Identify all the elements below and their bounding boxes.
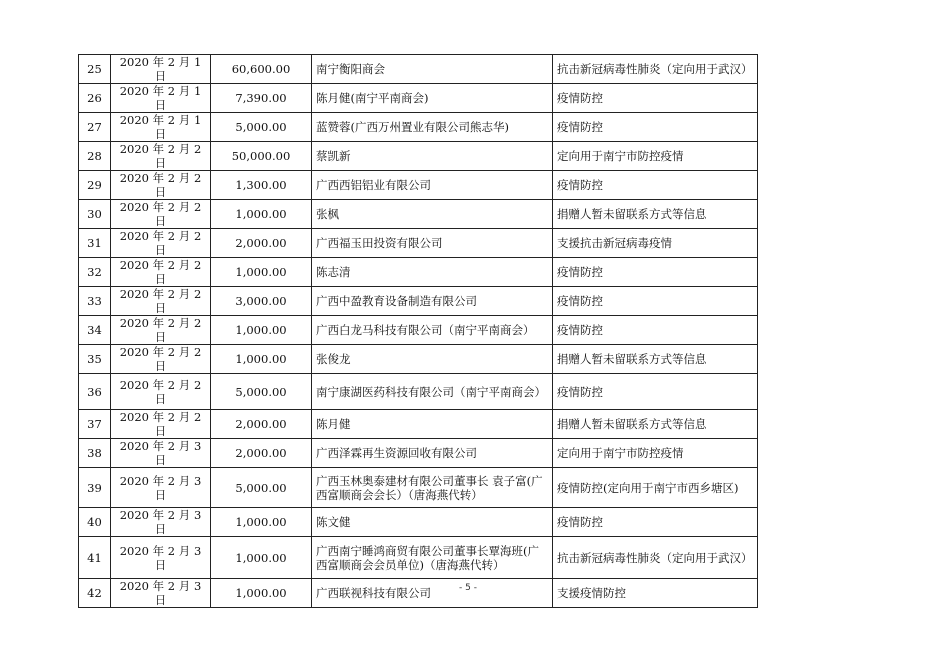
row-number: 36: [79, 374, 111, 410]
donor-name: 广西玉林奥泰建材有限公司董事长 袁子富(广西富顺商会会长）（唐海燕代转）: [312, 468, 553, 508]
row-number: 25: [79, 55, 111, 84]
donation-date: 2020 年 2 月 3 日: [111, 579, 211, 608]
donation-amount: 5,000.00: [211, 468, 312, 508]
row-number: 33: [79, 287, 111, 316]
donation-amount: 3,000.00: [211, 287, 312, 316]
donor-name: 广西泽霖再生资源回收有限公司: [312, 439, 553, 468]
donation-purpose: 支援疫情防控: [553, 579, 758, 608]
donor-name: 广西福玉田投资有限公司: [312, 229, 553, 258]
row-number: 42: [79, 579, 111, 608]
table-row: [79, 508, 758, 537]
table-row: [79, 200, 758, 229]
donation-purpose: 疫情防控: [553, 84, 758, 113]
donation-amount: 1,000.00: [211, 508, 312, 537]
donation-date: 2020 年 2 月 2 日: [111, 258, 211, 287]
table-row: [79, 287, 758, 316]
row-number: 38: [79, 439, 111, 468]
row-number: 28: [79, 142, 111, 171]
donation-date: 2020 年 2 月 2 日: [111, 316, 211, 345]
row-number: 35: [79, 345, 111, 374]
donation-purpose: 疫情防控: [553, 316, 758, 345]
donation-purpose: 疫情防控: [553, 171, 758, 200]
donation-purpose: 疫情防控: [553, 113, 758, 142]
table-row: [79, 410, 758, 439]
donation-purpose: 捐赠人暂未留联系方式等信息: [553, 345, 758, 374]
donation-purpose: 支援抗击新冠病毒疫情: [553, 229, 758, 258]
donation-amount: 5,000.00: [211, 374, 312, 410]
donation-amount: 1,000.00: [211, 345, 312, 374]
donation-purpose: 疫情防控(定向用于南宁市西乡塘区): [553, 468, 758, 508]
donation-date: 2020 年 2 月 2 日: [111, 410, 211, 439]
donor-name: 陈文健: [312, 508, 553, 537]
donation-table: [78, 54, 758, 608]
donation-purpose: 疫情防控: [553, 374, 758, 410]
donation-amount: 1,000.00: [211, 258, 312, 287]
table-row: [79, 439, 758, 468]
donor-name: 蓝赞蓉(广西万州置业有限公司熊志华): [312, 113, 553, 142]
row-number: 30: [79, 200, 111, 229]
donation-date: 2020 年 2 月 2 日: [111, 171, 211, 200]
donation-purpose: 抗击新冠病毒性肺炎（定向用于武汉）: [553, 537, 758, 579]
row-number: 39: [79, 468, 111, 508]
row-number: 29: [79, 171, 111, 200]
donation-amount: 1,000.00: [211, 200, 312, 229]
row-number: 26: [79, 84, 111, 113]
donor-name: 广西南宁睡鸿商贸有限公司董事长覃海班(广西富顺商会会员单位)（唐海燕代转）: [312, 537, 553, 579]
donation-amount: 1,000.00: [211, 579, 312, 608]
donation-date: 2020 年 2 月 3 日: [111, 537, 211, 579]
table-row: [79, 374, 758, 410]
donation-amount: 1,000.00: [211, 537, 312, 579]
donor-name: 广西西铝铝业有限公司: [312, 171, 553, 200]
donation-date: 2020 年 2 月 2 日: [111, 345, 211, 374]
row-number: 41: [79, 537, 111, 579]
donation-purpose: 定向用于南宁市防控疫情: [553, 142, 758, 171]
donor-name: 陈志清: [312, 258, 553, 287]
donation-purpose: 抗击新冠病毒性肺炎（定向用于武汉）: [553, 55, 758, 84]
donation-date: 2020 年 2 月 1 日: [111, 113, 211, 142]
row-number: 37: [79, 410, 111, 439]
donation-date: 2020 年 2 月 3 日: [111, 468, 211, 508]
row-number: 31: [79, 229, 111, 258]
table-row: [79, 55, 758, 84]
row-number: 34: [79, 316, 111, 345]
donation-purpose: 疫情防控: [553, 508, 758, 537]
donation-date: 2020 年 2 月 2 日: [111, 374, 211, 410]
table-row: [79, 468, 758, 508]
donor-name: 蔡凯新: [312, 142, 553, 171]
table-row: [79, 345, 758, 374]
donor-name: 南宁康湖医药科技有限公司（南宁平南商会）: [312, 374, 553, 410]
table-row: [79, 84, 758, 113]
donation-purpose: 捐赠人暂未留联系方式等信息: [553, 410, 758, 439]
table-row: [79, 113, 758, 142]
donor-name: 陈月健(南宁平南商会): [312, 84, 553, 113]
table-row: [79, 537, 758, 579]
donation-purpose: 疫情防控: [553, 258, 758, 287]
donation-amount: 1,300.00: [211, 171, 312, 200]
donation-date: 2020 年 2 月 1 日: [111, 55, 211, 84]
page-number: - 5 -: [459, 583, 477, 593]
donor-name: 广西联视科技有限公司: [312, 579, 553, 608]
table-row: [79, 171, 758, 200]
donation-amount: 7,390.00: [211, 84, 312, 113]
donor-name: 广西白龙马科技有限公司（南宁平南商会）: [312, 316, 553, 345]
donor-name: 广西中盈教育设备制造有限公司: [312, 287, 553, 316]
donation-amount: 2,000.00: [211, 229, 312, 258]
donation-amount: 1,000.00: [211, 316, 312, 345]
donation-amount: 60,600.00: [211, 55, 312, 84]
donation-date: 2020 年 2 月 2 日: [111, 229, 211, 258]
table-row: [79, 258, 758, 287]
table-row: [79, 316, 758, 345]
donor-name: 陈月健: [312, 410, 553, 439]
donation-date: 2020 年 2 月 2 日: [111, 287, 211, 316]
donation-purpose: 疫情防控: [553, 287, 758, 316]
donation-date: 2020 年 2 月 3 日: [111, 508, 211, 537]
row-number: 32: [79, 258, 111, 287]
table-row: [79, 229, 758, 258]
donation-amount: 2,000.00: [211, 410, 312, 439]
donation-amount: 5,000.00: [211, 113, 312, 142]
donation-date: 2020 年 2 月 2 日: [111, 200, 211, 229]
row-number: 27: [79, 113, 111, 142]
donation-amount: 50,000.00: [211, 142, 312, 171]
table-row: [79, 142, 758, 171]
donation-purpose: 捐赠人暂未留联系方式等信息: [553, 200, 758, 229]
donation-table-body: [79, 55, 758, 608]
donor-name: 张枫: [312, 200, 553, 229]
row-number: 40: [79, 508, 111, 537]
donor-name: 南宁衡阳商会: [312, 55, 553, 84]
donation-purpose: 定向用于南宁市防控疫情: [553, 439, 758, 468]
donation-amount: 2,000.00: [211, 439, 312, 468]
donation-date: 2020 年 2 月 1 日: [111, 84, 211, 113]
donor-name: 张俊龙: [312, 345, 553, 374]
donation-date: 2020 年 2 月 3 日: [111, 439, 211, 468]
donation-date: 2020 年 2 月 2 日: [111, 142, 211, 171]
